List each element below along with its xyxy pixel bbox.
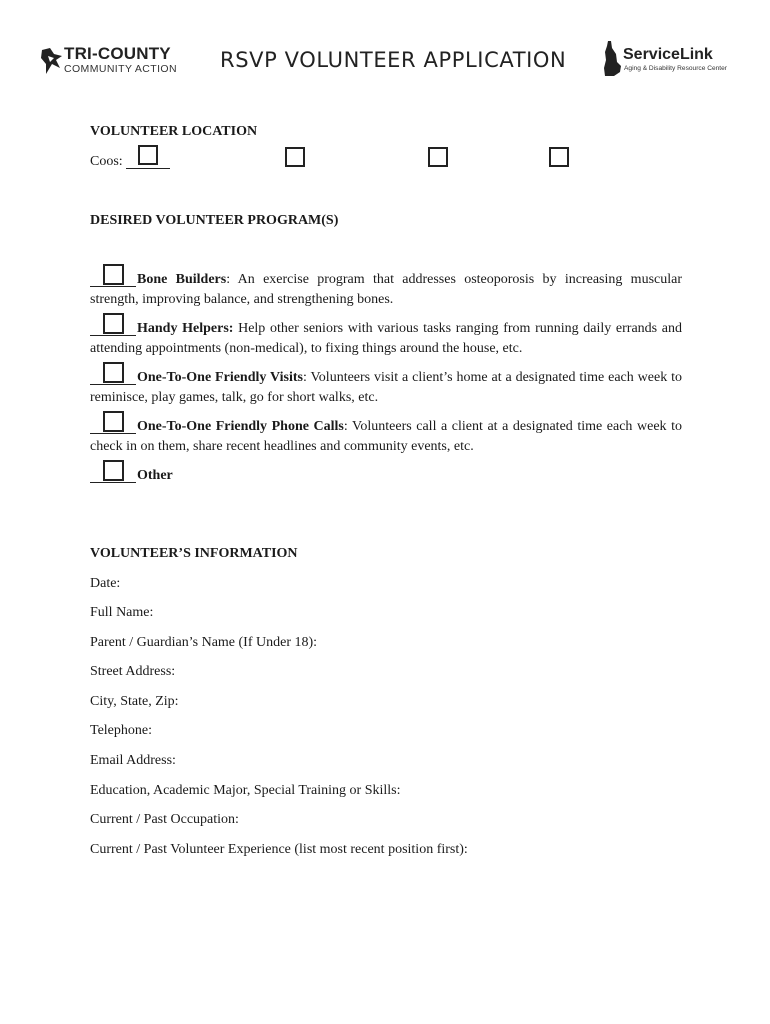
location-coos-checkbox[interactable] (138, 145, 158, 165)
program-friendly-visits-description: Volunteers visit a client’s home at a designated time each week to reminisce, play games, talk, go for short walks, etc. (90, 370, 682, 405)
field-telephone-label: Telephone: (90, 723, 152, 738)
field-volunteer-experience-label: Current / Past Volunteer Experience (list most recent position first): (90, 842, 468, 857)
program-other (90, 466, 682, 486)
field-education-label: Education, Academic Major, Special Training or Skills: (90, 783, 401, 798)
location-coos-underline (126, 168, 170, 169)
program-phone-calls-name: One-To-One Friendly Phone Calls (137, 419, 344, 434)
tri-county-mark-icon (40, 46, 64, 80)
program-bone-builders-separator: : (226, 272, 231, 287)
new-hampshire-state-icon (602, 40, 622, 78)
location-option-coos-label: Coos: (90, 154, 123, 169)
tri-county-logo (40, 44, 180, 80)
field-email-label: Email Address: (90, 753, 176, 768)
info-heading: VOLUNTEER’S INFORMATION (90, 546, 298, 561)
program-phone-calls-description: Volunteers call a client at a designated time each week to check in on them, share recent headlines and community events, etc. (90, 419, 682, 454)
program-other-name: Other (137, 468, 173, 483)
programs-heading: DESIRED VOLUNTEER PROGRAM(S) (90, 213, 339, 228)
field-city-state-zip-label: City, State, Zip: (90, 694, 179, 709)
program-handy-helpers-name: Handy Helpers: (137, 321, 234, 336)
field-full-name-label: Full Name: (90, 605, 154, 620)
location-heading: VOLUNTEER LOCATION (90, 124, 258, 139)
field-guardian-name-label: Parent / Guardian’s Name (If Under 18): (90, 635, 318, 650)
tri-county-logo-name: TRI-COUNTY (64, 44, 171, 63)
program-phone-calls (90, 417, 682, 456)
program-bone-builders-name: Bone Builders (137, 272, 227, 287)
program-handy-helpers-description: Help other seniors with various tasks ranging from running daily errands and attending appointments (non-medical), to fixing things around the house, etc. (90, 321, 682, 356)
field-street-address-label: Street Address: (90, 664, 176, 679)
program-friendly-visits-separator: : (302, 370, 307, 385)
location-checkbox-2[interactable] (285, 147, 305, 167)
document-title: RSVP VOLUNTEER APPLICATION (220, 48, 567, 72)
program-friendly-visits (90, 368, 682, 407)
location-checkbox-3[interactable] (428, 147, 448, 167)
servicelink-logo-name: ServiceLink (623, 46, 713, 63)
tri-county-logo-subtitle: COMMUNITY ACTION (64, 63, 177, 75)
location-checkbox-4[interactable] (549, 147, 569, 167)
program-phone-calls-separator: : (343, 419, 348, 434)
servicelink-logo-subtitle: Aging & Disability Resource Center (624, 65, 727, 72)
program-handy-helpers (90, 319, 682, 358)
program-bone-builders (90, 270, 682, 309)
program-friendly-visits-name: One-To-One Friendly Visits (137, 370, 303, 385)
field-date-label: Date: (90, 576, 121, 591)
servicelink-logo (602, 40, 732, 78)
program-bone-builders-description: An exercise program that addresses osteoporosis by increasing muscular strength, improving balance, and strengthening bones. (90, 272, 682, 307)
field-occupation-label: Current / Past Occupation: (90, 812, 239, 827)
